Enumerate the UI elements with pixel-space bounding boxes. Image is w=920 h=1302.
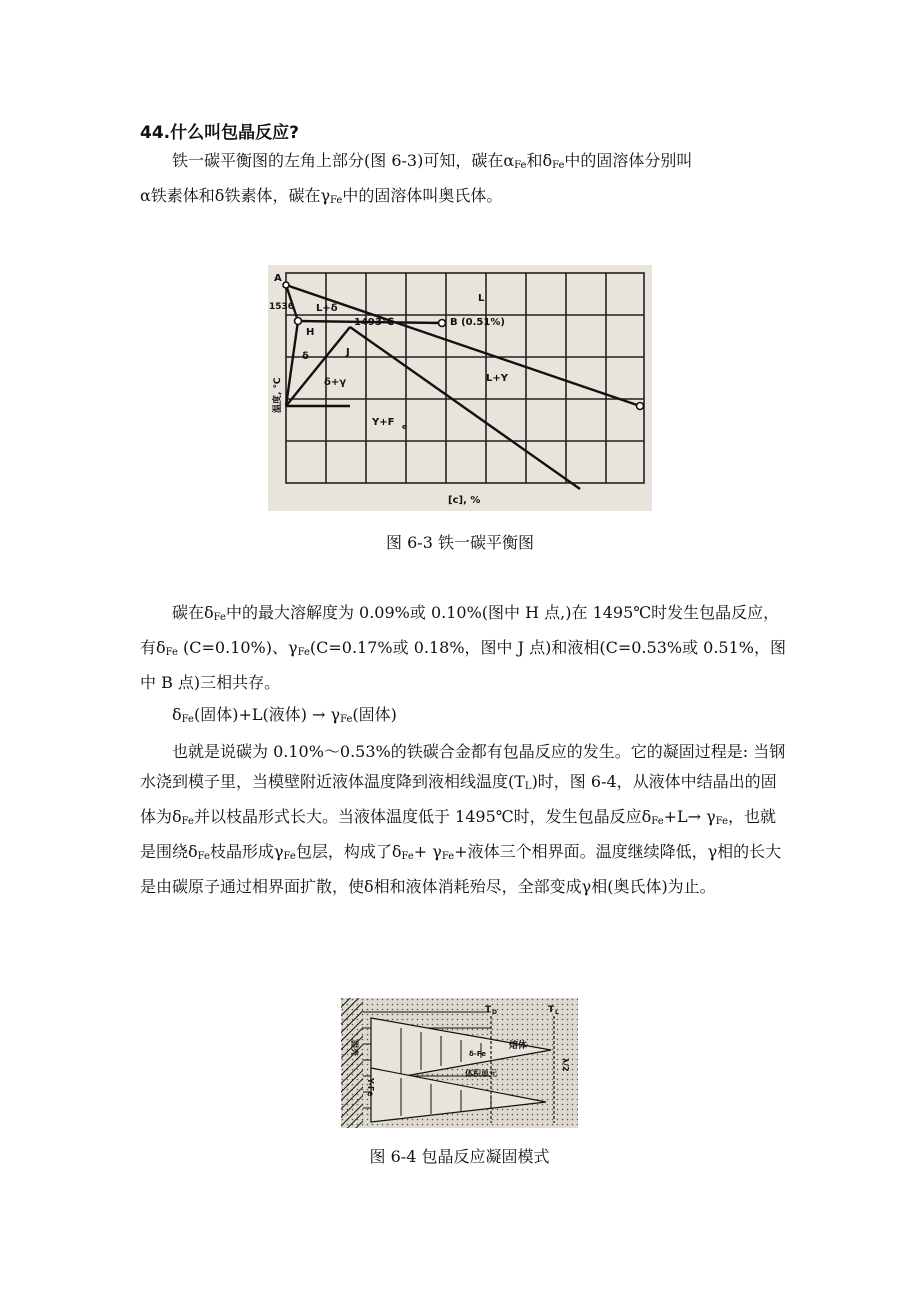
figure2-caption: 图 6-4 包晶反应凝固模式 xyxy=(369,1147,550,1166)
subscript: Fe xyxy=(552,160,565,171)
body-text: + γ xyxy=(413,842,442,861)
subscript: L xyxy=(524,781,532,792)
subscript: Fe xyxy=(181,714,194,725)
subscript: Fe xyxy=(297,647,310,658)
subscript: Fe xyxy=(651,816,664,827)
label-gamma-F: Y+F xyxy=(372,417,395,428)
label-L-gamma: L+Y xyxy=(486,373,508,384)
y-axis-label: 温度, ℃ xyxy=(273,377,283,413)
label-F-subscript: e xyxy=(402,423,407,431)
label-point-J: J xyxy=(346,347,350,358)
label-half-spacing: λ/2 xyxy=(561,1058,570,1072)
label-delta-gamma: δ+γ xyxy=(324,377,347,388)
subscript: Fe xyxy=(283,851,296,862)
equation-text: (固体) xyxy=(352,705,397,724)
body-text: (C=0.17%或 0.18%，图中 J 点)和液相(C=0.53%或 0.51%，图中 B 点)三相共存。 xyxy=(140,638,786,692)
label-melt: 熔体 xyxy=(509,1041,528,1051)
subscript: Fe xyxy=(181,816,194,827)
subscript: Fe xyxy=(401,851,414,862)
label-volume-unit: 体积单元 xyxy=(465,1069,497,1078)
body-text: 中的最大溶解度为 0.09%或 0.10%(图中 H 点,)在 1495℃时发生包晶反应，有δ xyxy=(140,603,780,657)
intro-text: 中的固溶体分别叫 xyxy=(564,151,693,170)
body-text: (C=0.10%)、γ xyxy=(177,638,298,657)
body-paragraph-2 xyxy=(140,737,790,902)
body-text: 碳在δ xyxy=(172,603,214,622)
intro-text: 中的固溶体叫奥氏体。 xyxy=(342,186,503,205)
x-axis-label: [c], % xyxy=(448,495,481,506)
body-text: 并以枝晶形式长大。当液体温度低于 1495℃时，发生包晶反应δ xyxy=(193,807,652,826)
body-text: +液体三个相界面。温度继续降低，γ相的长大是由碳原子通过相界面扩散，使δ相和液体消耗殆尽，全部变成γ相(奥氏体)为止。 xyxy=(140,842,782,896)
label-wall: 固壳 xyxy=(350,1040,359,1056)
label-point-H: H xyxy=(306,327,315,338)
subscript: Fe xyxy=(514,160,527,171)
subscript: Fe xyxy=(213,612,226,623)
subscript: Fe xyxy=(715,816,729,827)
body-text: ，也就是围绕δ xyxy=(140,807,777,861)
body-text: +L→ γ xyxy=(663,807,716,826)
label-L-delta: L+δ xyxy=(316,303,338,314)
intro-text: 铁一碳平衡图的左角上部分(图 6-3)可知，碳在α xyxy=(172,151,515,170)
label-TL-subscript: L xyxy=(555,1009,559,1016)
reaction-equation xyxy=(140,700,790,735)
label-1536: 1536 xyxy=(269,302,295,312)
intro-text: α铁素体和δ铁素体，碳在γ xyxy=(140,186,331,205)
subscript: Fe xyxy=(340,714,353,725)
equation-text: (固体)+L(液体) → γ xyxy=(193,705,341,724)
phase-diagram-svg xyxy=(268,265,652,511)
subscript: Fe xyxy=(330,195,343,206)
label-delta-fe: δ-Fe xyxy=(469,1050,486,1058)
label-delta: δ xyxy=(302,351,309,362)
figure1-caption: 图 6-3 铁一碳平衡图 xyxy=(386,533,534,552)
figure-iron-carbon-diagram xyxy=(268,265,652,511)
equation-text: δ xyxy=(172,705,182,724)
subscript: Fe xyxy=(165,647,178,658)
label-gamma-fe: Y-Fe xyxy=(366,1078,375,1097)
figure-peritectic-solidification xyxy=(341,998,578,1128)
label-1493: 1493℃ xyxy=(354,317,394,328)
label-TL: T xyxy=(548,1005,555,1015)
label-TD: T xyxy=(485,1005,492,1015)
body-text: 也就是说碳为 0.10%～0.53%的铁碳合金都有包晶反应的发生。它的凝固过程是: 当钢水浇到模子里，当模壁附近液体温度降到液相线温度(T xyxy=(140,742,786,791)
subscript: Fe xyxy=(441,851,455,862)
body-paragraph-1 xyxy=(140,598,790,902)
label-TD-subscript: D xyxy=(492,1009,497,1016)
body-text: )时，图 6-4，从液体中结晶出的固体为δ xyxy=(140,772,777,826)
intro-paragraph xyxy=(140,146,790,216)
question-heading: 44.什么叫包晶反应? xyxy=(140,123,299,143)
label-point-B: B (0.51%) xyxy=(450,317,505,328)
body-text: 包层，构成了δ xyxy=(295,842,402,861)
intro-text: 和δ xyxy=(526,151,553,170)
solidification-svg xyxy=(341,998,578,1128)
label-L: L xyxy=(478,293,485,304)
body-text: 枝晶形成γ xyxy=(209,842,284,861)
label-point-A: A xyxy=(274,273,282,284)
subscript: Fe xyxy=(197,851,210,862)
